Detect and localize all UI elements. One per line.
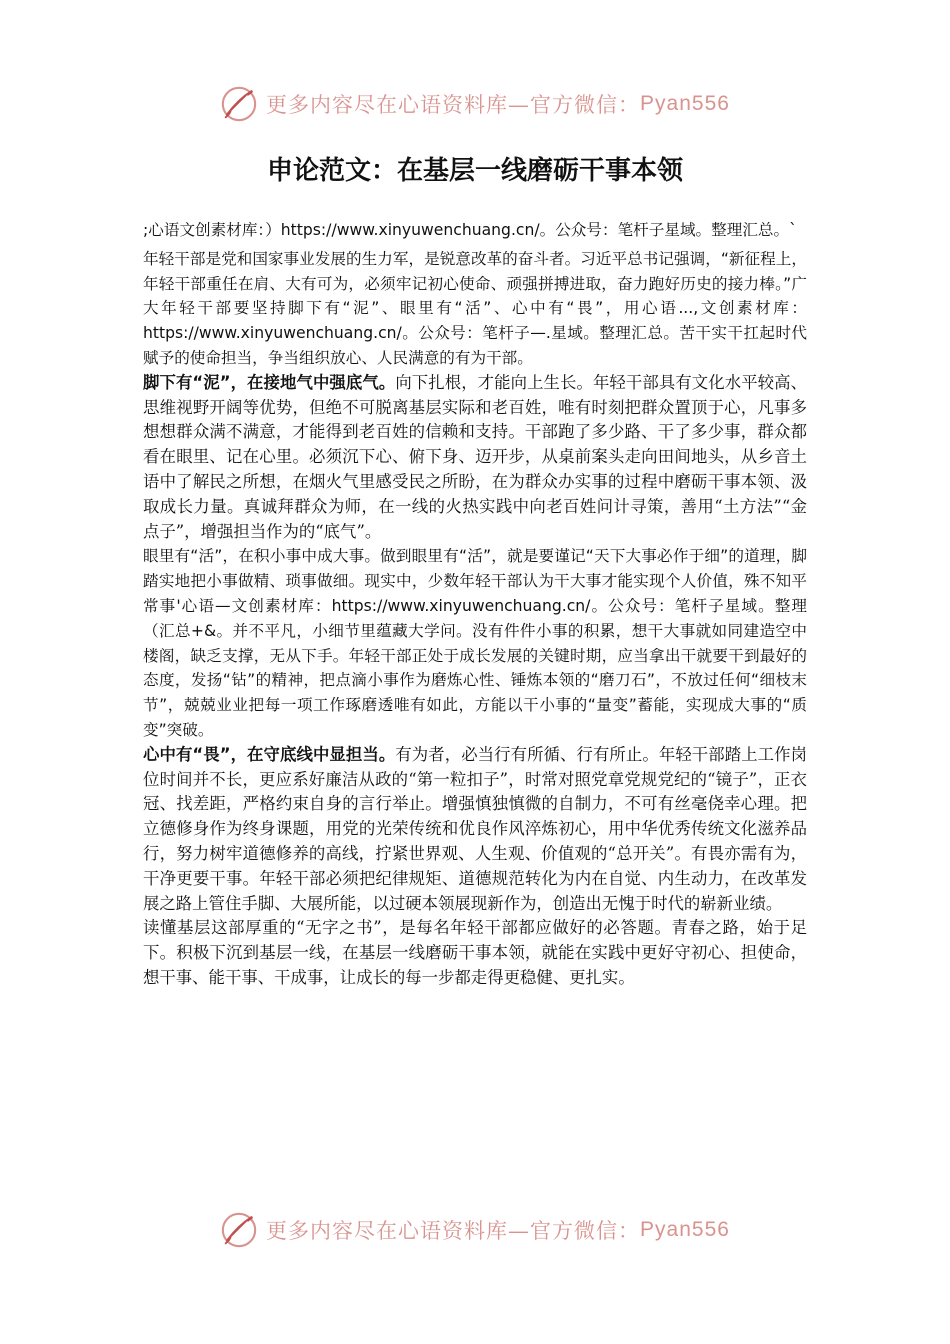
source-line: ;心语文创素材库：）https://www.xinyuwenchuang.cn/。公众号：笔杆子星域。整理汇总。`: [143, 221, 797, 239]
pen-logo-icon: [220, 1211, 258, 1249]
header-banner: [0, 82, 950, 126]
paragraph-3-body: 有为者，必当行有所循、行有所止。年轻干部踏上工作岗位时间并不长，更应系好廉洁从政的“第一粒扣子”，时常对照党章党规党纪的“镜子”，正衣冠、找差距，严格约束自身的言行举止。增强慎独慎微的自制力，不可有丝毫侥幸心理。把立德修身作为终身课题，用党的光荣传统和优良作风淬炼初心，用中华优秀传统文化滋养品行，努力树牢道德修养的高线，拧紧世界观、人生观、价值观的“总开关”。有畏亦需有为，干净更要干事。年轻干部必须把纪律规矩、道德规范转化为内在自觉、内生动力，在改革发展之路上管住手脚、大展所能，以过硬本领展现新作为，创造出无愧于时代的崭新业绩。: [143, 744, 808, 913]
banner-text: 更多内容尽在心语资料库—官方微信：: [266, 93, 641, 117]
paragraph-2: 眼里有“活”，在积小事中成大事。做到眼里有“活”，就是要谨记“天下大事必作于细”的道理，脚踏实地把小事做精、琐事做细。现实中，少数年轻干部认为干大事才能实现个人价值，殊不知平常事'心语—文创素材库：https://www.xinyuwenchuang.cn/。公众号：笔杆子星域。整理（汇总+&。并不平凡，小细节里蕴藏大学问。没有件件小事的积累，想干大事就如同建造空中楼阁，缺乏支撑，无从下手。年轻干部正处于成长发展的关键时期，应当拿出干就要干到最好的态度，发扬“钻”的精神，把点滴小事作为磨炼心性、锤炼本领的“磨刀石”，不放过任何“细枝末节”，兢兢业业把每一项工作琢磨透唯有如此，方能以干小事的“量变”蓄能，实现成大事的“质变”突破。: [143, 547, 807, 739]
conclusion-paragraph: 读懂基层这部厚重的“无字之书”，是每名年轻干部都应做好的必答题。青春之路，始于足下。积极下沉到基层一线，在基层一线磨砺干事本领，就能在实践中更好守初心、担使命，想干事、能干事、干成事，让成长的每一步都走得更稳健、更扎实。: [143, 918, 807, 987]
page-title: 申论范文：在基层一线磨砺干事本领: [266, 156, 683, 186]
banner-text: 更多内容尽在心语资料库—官方微信：: [266, 1219, 641, 1243]
paragraph-3: [143, 743, 807, 917]
paragraph-1-body: 向下扎根，才能向上生长。年轻干部具有文化水平较高、思维视野开阔等优势，但绝不可脱离基层实际和老百姓，唯有时刻把群众置顶于心，凡事多想想群众满不满意，才能得到老百姓的信赖和支持。干部跑了多少路、干了多少事，群众都看在眼里、记在心里。必须沉下心、俯下身、迈开步，从桌前案头走向田间地头，从乡音土语中了解民之所想，在烟火气里感受民之所盼，在为群众办实事的过程中磨砺干事本领、汲取成长力量。真诚拜群众为师，在一线的火热实践中向老百姓问计寻策，善用“土方法”“金点子”，增强担当作为的“底气”。: [143, 372, 808, 541]
footer-banner: [0, 1208, 950, 1252]
banner-wechat-id: Pyan556: [640, 1218, 730, 1241]
banner-wechat-id: Pyan556: [640, 92, 730, 115]
paragraph-1-heading: 脚下有“泥”，在接地气中强底气。: [143, 372, 396, 392]
pen-logo-icon: [220, 85, 258, 123]
paragraph-1: [143, 371, 807, 545]
paragraph-3-heading: 心中有“畏”，在守底线中显担当。: [143, 744, 396, 764]
intro-paragraph: 年轻干部是党和国家事业发展的生力军，是锐意改革的奋斗者。习近平总书记强调，“新征程上，年轻干部重任在肩、大有可为，必须牢记初心使命、顽强拼搏进取，奋力跑好历史的接力棒。”广大年轻干部要坚持脚下有“泥”、眼里有“活”、心中有“畏”，用心语...,文创素材库：https://www.xinyuwenchuang.cn/。公众号：笔杆子—.星域。整理汇总。苦干实干扛起时代赋予的使命担当，争当组织放心、人民满意的有为干部。: [143, 249, 807, 367]
article-body: [143, 218, 807, 991]
